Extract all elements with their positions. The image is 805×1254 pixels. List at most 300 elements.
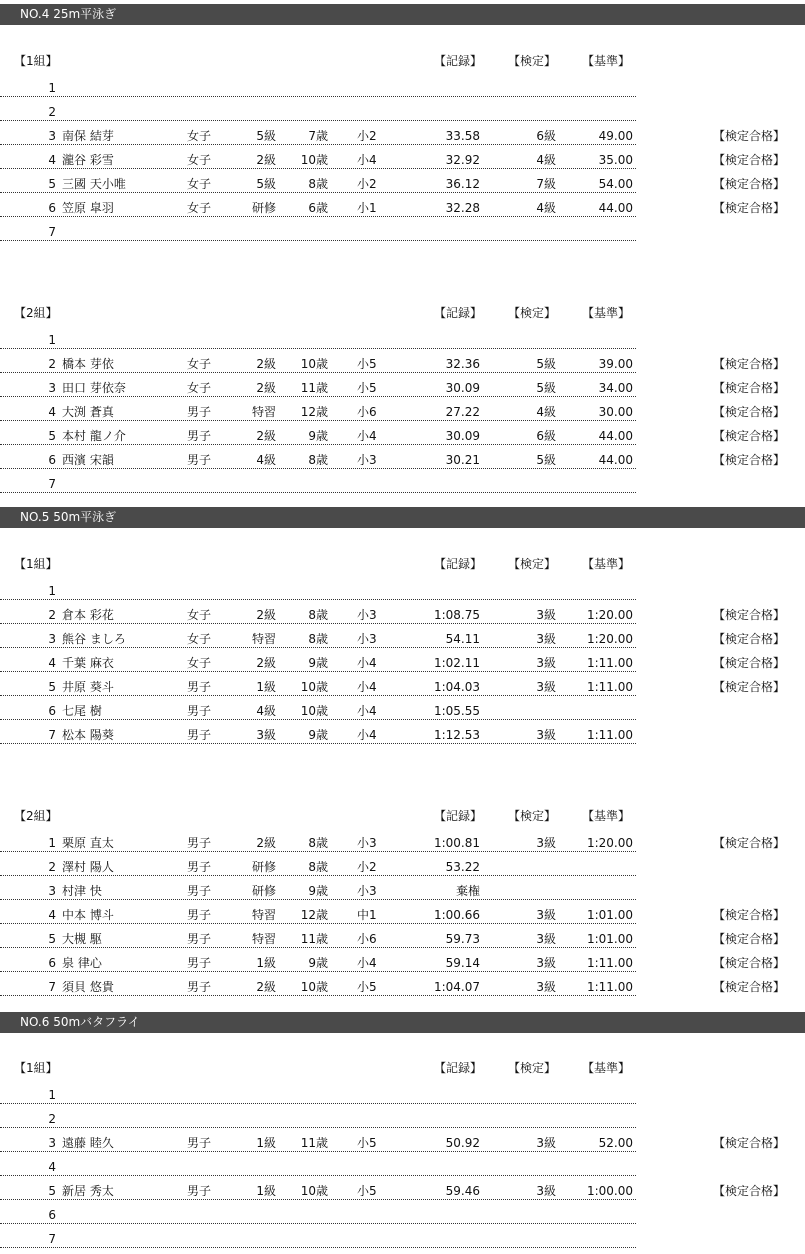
record-header: 【記録】 bbox=[434, 809, 483, 823]
lane-number: 7 bbox=[48, 980, 56, 994]
table-row bbox=[0, 1176, 636, 1200]
kentei-level: 4級 bbox=[536, 405, 556, 419]
event-title: NO.5 50m平泳ぎ bbox=[20, 510, 117, 524]
kentei-level: 3級 bbox=[536, 1136, 556, 1150]
kentei-level bbox=[496, 1080, 556, 1103]
age bbox=[280, 576, 328, 599]
record-time bbox=[392, 1104, 480, 1127]
table-row bbox=[0, 648, 636, 672]
swimmer-name: 西濱 宋韻 bbox=[62, 453, 114, 467]
swimmer-name: 松本 陽葵 bbox=[62, 728, 114, 742]
gender: 男子 bbox=[187, 704, 212, 718]
swimmer-name: 瀧谷 彩雪 bbox=[62, 153, 114, 167]
kijun-time: 1:11.00 bbox=[586, 656, 633, 670]
lane-number: 2 bbox=[48, 860, 56, 874]
school-grade: 小4 bbox=[357, 429, 377, 443]
school-grade: 小4 bbox=[357, 704, 377, 718]
lane-number: 2 bbox=[48, 105, 56, 119]
kentei-level: 4級 bbox=[536, 201, 556, 215]
table-row bbox=[0, 121, 636, 145]
swimmer-name: 澤村 陽人 bbox=[62, 860, 114, 874]
school-grade: 小5 bbox=[357, 381, 377, 395]
table-row bbox=[0, 445, 636, 469]
gender: 男子 bbox=[187, 956, 212, 970]
lane-number: 5 bbox=[48, 680, 56, 694]
record-time: 30.09 bbox=[445, 381, 480, 395]
swimmer-name: 大渕 蒼真 bbox=[62, 405, 114, 419]
gender: 男子 bbox=[187, 728, 212, 742]
kijun-time: 44.00 bbox=[598, 429, 633, 443]
rank bbox=[226, 73, 276, 96]
table-row bbox=[0, 720, 636, 744]
kentei-level: 3級 bbox=[536, 656, 556, 670]
kijun-time: 1:20.00 bbox=[586, 836, 633, 850]
rank: 2級 bbox=[256, 429, 276, 443]
table-row bbox=[0, 349, 636, 373]
kijun-time bbox=[560, 576, 633, 599]
rank: 1級 bbox=[256, 956, 276, 970]
lane-number: 4 bbox=[48, 1160, 56, 1174]
record-time bbox=[392, 1200, 480, 1223]
table-row bbox=[0, 325, 636, 349]
pass-badge: 【検定合格】 bbox=[713, 453, 786, 467]
age: 12歳 bbox=[300, 405, 328, 419]
age bbox=[280, 325, 328, 348]
record-time bbox=[392, 217, 480, 240]
heat-title: 【2組】 bbox=[14, 306, 58, 320]
kentei-level bbox=[496, 852, 556, 875]
lane-number: 6 bbox=[48, 201, 56, 215]
kijun-time: 1:11.00 bbox=[586, 980, 633, 994]
swimmer-name: 中本 博斗 bbox=[62, 908, 114, 922]
gender: 女子 bbox=[187, 656, 212, 670]
age bbox=[280, 217, 328, 240]
lane-number: 6 bbox=[48, 956, 56, 970]
heat-title: 【1組】 bbox=[14, 54, 58, 68]
kijun-time bbox=[560, 1152, 633, 1175]
rank: 2級 bbox=[256, 608, 276, 622]
gender: 男子 bbox=[187, 405, 212, 419]
pass-badge: 【検定合格】 bbox=[713, 608, 786, 622]
table-row bbox=[0, 828, 636, 852]
record-time: 1:00.81 bbox=[433, 836, 480, 850]
table-row bbox=[0, 97, 636, 121]
gender: 女子 bbox=[187, 201, 212, 215]
swimmer-name: 熊谷 ましろ bbox=[62, 632, 126, 646]
lane-number: 3 bbox=[48, 632, 56, 646]
record-header: 【記録】 bbox=[434, 54, 483, 68]
age: 10歳 bbox=[300, 357, 328, 371]
table-row bbox=[0, 73, 636, 97]
record-time: 1:04.07 bbox=[433, 980, 480, 994]
table-row bbox=[0, 876, 636, 900]
rank: 4級 bbox=[256, 453, 276, 467]
lane-number: 3 bbox=[48, 884, 56, 898]
age: 9歳 bbox=[308, 884, 328, 898]
kentei-level: 3級 bbox=[536, 632, 556, 646]
lane-number: 2 bbox=[48, 1112, 56, 1126]
gender: 女子 bbox=[187, 177, 212, 191]
rank bbox=[226, 1200, 276, 1223]
rank bbox=[226, 1104, 276, 1127]
record-time: 53.22 bbox=[445, 860, 480, 874]
table-row bbox=[0, 169, 636, 193]
table-row bbox=[0, 1104, 636, 1128]
age: 10歳 bbox=[300, 153, 328, 167]
kijun-time bbox=[560, 876, 633, 899]
age: 10歳 bbox=[300, 1184, 328, 1198]
school-grade: 小6 bbox=[357, 932, 377, 946]
record-time: 36.12 bbox=[445, 177, 480, 191]
age: 11歳 bbox=[300, 1136, 328, 1150]
lane-number: 2 bbox=[48, 357, 56, 371]
record-time: 32.92 bbox=[445, 153, 480, 167]
gender: 男子 bbox=[187, 860, 212, 874]
kentei-level: 3級 bbox=[536, 980, 556, 994]
kentei-level bbox=[496, 73, 556, 96]
kentei-level bbox=[496, 469, 556, 492]
record-time: 30.09 bbox=[445, 429, 480, 443]
school-grade: 小6 bbox=[357, 405, 377, 419]
lane-number: 7 bbox=[48, 225, 56, 239]
school-grade: 小5 bbox=[357, 1184, 377, 1198]
kijun-time: 1:00.00 bbox=[586, 1184, 633, 1198]
age bbox=[280, 97, 328, 120]
kentei-level: 5級 bbox=[536, 381, 556, 395]
rank bbox=[226, 469, 276, 492]
age: 11歳 bbox=[300, 381, 328, 395]
heat-title: 【1組】 bbox=[14, 557, 58, 571]
kijun-time: 54.00 bbox=[598, 177, 633, 191]
table-row bbox=[0, 145, 636, 169]
age bbox=[280, 73, 328, 96]
record-time bbox=[392, 97, 480, 120]
pass-badge: 【検定合格】 bbox=[713, 357, 786, 371]
event-title: NO.4 25m平泳ぎ bbox=[20, 7, 117, 21]
kijun-time bbox=[560, 469, 633, 492]
kijun-time: 1:01.00 bbox=[586, 908, 633, 922]
table-row bbox=[0, 624, 636, 648]
rank: 2級 bbox=[256, 357, 276, 371]
event-header bbox=[0, 507, 805, 528]
kijun-time: 1:20.00 bbox=[586, 632, 633, 646]
kentei-level bbox=[496, 696, 556, 719]
table-row bbox=[0, 1128, 636, 1152]
age: 12歳 bbox=[300, 908, 328, 922]
age bbox=[280, 1080, 328, 1103]
kentei-level: 3級 bbox=[536, 932, 556, 946]
lane-number: 7 bbox=[48, 477, 56, 491]
age: 6歳 bbox=[308, 201, 328, 215]
swimmer-name: 笠原 皐羽 bbox=[62, 201, 114, 215]
record-time: 59.14 bbox=[445, 956, 480, 970]
kentei-level bbox=[496, 1224, 556, 1247]
rank: 1級 bbox=[256, 1136, 276, 1150]
age: 8歳 bbox=[308, 836, 328, 850]
kijun-time bbox=[560, 852, 633, 875]
table-row bbox=[0, 972, 636, 996]
kentei-level: 3級 bbox=[536, 1184, 556, 1198]
rank bbox=[226, 325, 276, 348]
lane-number: 5 bbox=[48, 177, 56, 191]
record-header: 【記録】 bbox=[434, 557, 483, 571]
school-grade: 小1 bbox=[357, 201, 377, 215]
age: 11歳 bbox=[300, 932, 328, 946]
rank: 5級 bbox=[256, 129, 276, 143]
pass-badge: 【検定合格】 bbox=[713, 381, 786, 395]
rank bbox=[226, 1224, 276, 1247]
gender: 男子 bbox=[187, 453, 212, 467]
kijun-time bbox=[560, 97, 633, 120]
kijun-header: 【基準】 bbox=[582, 1061, 631, 1075]
record-header: 【記録】 bbox=[434, 1061, 483, 1075]
kijun-header: 【基準】 bbox=[582, 306, 631, 320]
record-time bbox=[392, 469, 480, 492]
school-grade: 小3 bbox=[357, 884, 377, 898]
kijun-time bbox=[560, 1080, 633, 1103]
heat-title: 【2組】 bbox=[14, 809, 58, 823]
swimmer-name: 橋本 芽依 bbox=[62, 357, 114, 371]
school-grade: 小4 bbox=[357, 153, 377, 167]
age: 10歳 bbox=[300, 680, 328, 694]
pass-badge: 【検定合格】 bbox=[713, 405, 786, 419]
heat-title: 【1組】 bbox=[14, 1061, 58, 1075]
kentei-level bbox=[496, 325, 556, 348]
record-time bbox=[392, 576, 480, 599]
rank: 5級 bbox=[256, 177, 276, 191]
age: 8歳 bbox=[308, 608, 328, 622]
swimmer-name: 大槻 駆 bbox=[62, 932, 102, 946]
pass-badge: 【検定合格】 bbox=[713, 836, 786, 850]
event-header bbox=[0, 4, 805, 25]
age: 8歳 bbox=[308, 860, 328, 874]
kijun-time: 44.00 bbox=[598, 201, 633, 215]
gender: 女子 bbox=[187, 357, 212, 371]
swimmer-name: 七尾 樹 bbox=[62, 704, 102, 718]
lane-number: 1 bbox=[48, 836, 56, 850]
record-time: 1:02.11 bbox=[433, 656, 480, 670]
record-time bbox=[392, 1080, 480, 1103]
pass-badge: 【検定合格】 bbox=[713, 680, 786, 694]
age bbox=[280, 1200, 328, 1223]
kentei-level: 4級 bbox=[536, 153, 556, 167]
lane-number: 4 bbox=[48, 908, 56, 922]
table-row bbox=[0, 1080, 636, 1104]
record-time: 32.36 bbox=[445, 357, 480, 371]
pass-badge: 【検定合格】 bbox=[713, 177, 786, 191]
pass-badge: 【検定合格】 bbox=[713, 129, 786, 143]
kentei-header: 【検定】 bbox=[508, 1061, 557, 1075]
record-time bbox=[392, 1152, 480, 1175]
kijun-time bbox=[560, 325, 633, 348]
school-grade: 小2 bbox=[357, 177, 377, 191]
rank: 特習 bbox=[251, 405, 276, 419]
kijun-time: 1:20.00 bbox=[586, 608, 633, 622]
gender: 男子 bbox=[187, 1136, 212, 1150]
gender: 女子 bbox=[187, 608, 212, 622]
kentei-level bbox=[496, 97, 556, 120]
kijun-time bbox=[560, 73, 633, 96]
kijun-time: 52.00 bbox=[598, 1136, 633, 1150]
event-header bbox=[0, 1012, 805, 1033]
record-time: 54.11 bbox=[445, 632, 480, 646]
pass-badge: 【検定合格】 bbox=[713, 932, 786, 946]
table-row bbox=[0, 397, 636, 421]
rank: 1級 bbox=[256, 680, 276, 694]
school-grade: 小4 bbox=[357, 656, 377, 670]
swimmer-name: 南保 結芽 bbox=[62, 129, 114, 143]
table-row bbox=[0, 193, 636, 217]
lane-number: 2 bbox=[48, 608, 56, 622]
kijun-time: 1:11.00 bbox=[586, 728, 633, 742]
age: 10歳 bbox=[300, 704, 328, 718]
record-time: 59.46 bbox=[445, 1184, 480, 1198]
age: 8歳 bbox=[308, 453, 328, 467]
lane-number: 5 bbox=[48, 429, 56, 443]
lane-number: 4 bbox=[48, 405, 56, 419]
table-row bbox=[0, 469, 636, 493]
pass-badge: 【検定合格】 bbox=[713, 908, 786, 922]
table-row bbox=[0, 948, 636, 972]
age bbox=[280, 469, 328, 492]
lane-number: 6 bbox=[48, 453, 56, 467]
rank: 特習 bbox=[251, 908, 276, 922]
lane-number: 7 bbox=[48, 728, 56, 742]
pass-badge: 【検定合格】 bbox=[713, 201, 786, 215]
rank bbox=[226, 1152, 276, 1175]
record-time: 1:00.66 bbox=[433, 908, 480, 922]
lane-number: 1 bbox=[48, 333, 56, 347]
rank bbox=[226, 97, 276, 120]
gender: 男子 bbox=[187, 884, 212, 898]
kentei-header: 【検定】 bbox=[508, 306, 557, 320]
kijun-time: 30.00 bbox=[598, 405, 633, 419]
school-grade: 小4 bbox=[357, 680, 377, 694]
record-time: 棄権 bbox=[455, 884, 480, 898]
swimmer-name: 村津 快 bbox=[62, 884, 102, 898]
kentei-level bbox=[496, 576, 556, 599]
kijun-header: 【基準】 bbox=[582, 809, 631, 823]
gender: 男子 bbox=[187, 680, 212, 694]
age: 9歳 bbox=[308, 728, 328, 742]
kijun-time: 49.00 bbox=[598, 129, 633, 143]
age: 8歳 bbox=[308, 177, 328, 191]
school-grade: 小2 bbox=[357, 860, 377, 874]
kentei-level: 3級 bbox=[536, 608, 556, 622]
table-row bbox=[0, 217, 636, 241]
table-row bbox=[0, 600, 636, 624]
pass-badge: 【検定合格】 bbox=[713, 429, 786, 443]
rank bbox=[226, 217, 276, 240]
rank bbox=[226, 1080, 276, 1103]
rank: 3級 bbox=[256, 728, 276, 742]
table-row bbox=[0, 696, 636, 720]
lane-number: 3 bbox=[48, 381, 56, 395]
record-time: 30.21 bbox=[445, 453, 480, 467]
kentei-level: 7級 bbox=[536, 177, 556, 191]
kentei-level: 6級 bbox=[536, 429, 556, 443]
school-grade: 小3 bbox=[357, 632, 377, 646]
gender: 男子 bbox=[187, 932, 212, 946]
kijun-time bbox=[560, 1224, 633, 1247]
rank: 4級 bbox=[256, 704, 276, 718]
kijun-time: 44.00 bbox=[598, 453, 633, 467]
gender: 男子 bbox=[187, 429, 212, 443]
lane-number: 3 bbox=[48, 129, 56, 143]
swimmer-name: 新居 秀太 bbox=[62, 1184, 114, 1198]
record-time bbox=[392, 1224, 480, 1247]
kentei-level: 5級 bbox=[536, 453, 556, 467]
table-row bbox=[0, 1200, 636, 1224]
swimmer-name: 倉本 彩花 bbox=[62, 608, 114, 622]
kijun-time: 1:11.00 bbox=[586, 680, 633, 694]
kentei-level bbox=[496, 876, 556, 899]
rank: 2級 bbox=[256, 153, 276, 167]
kentei-level: 3級 bbox=[536, 956, 556, 970]
gender: 男子 bbox=[187, 836, 212, 850]
record-time: 1:04.03 bbox=[433, 680, 480, 694]
gender: 女子 bbox=[187, 129, 212, 143]
pass-badge: 【検定合格】 bbox=[713, 1184, 786, 1198]
swimmer-name: 千葉 麻衣 bbox=[62, 656, 114, 670]
kentei-level bbox=[496, 217, 556, 240]
table-row bbox=[0, 373, 636, 397]
kentei-level: 5級 bbox=[536, 357, 556, 371]
table-row bbox=[0, 924, 636, 948]
table-row bbox=[0, 1224, 636, 1248]
lane-number: 6 bbox=[48, 1208, 56, 1222]
table-row bbox=[0, 900, 636, 924]
record-time: 27.22 bbox=[445, 405, 480, 419]
table-row bbox=[0, 1152, 636, 1176]
kijun-time: 1:01.00 bbox=[586, 932, 633, 946]
kentei-level: 3級 bbox=[536, 908, 556, 922]
rank: 2級 bbox=[256, 836, 276, 850]
lane-number: 5 bbox=[48, 1184, 56, 1198]
school-grade: 小4 bbox=[357, 728, 377, 742]
age: 10歳 bbox=[300, 980, 328, 994]
record-time bbox=[392, 325, 480, 348]
pass-badge: 【検定合格】 bbox=[713, 1136, 786, 1150]
record-time: 32.28 bbox=[445, 201, 480, 215]
pass-badge: 【検定合格】 bbox=[713, 980, 786, 994]
lane-number: 7 bbox=[48, 1232, 56, 1246]
rank: 研修 bbox=[251, 201, 276, 215]
table-row bbox=[0, 421, 636, 445]
rank: 特習 bbox=[251, 932, 276, 946]
kentei-level bbox=[496, 1152, 556, 1175]
swimmer-name: 本村 龍ノ介 bbox=[62, 429, 126, 443]
school-grade: 小3 bbox=[357, 453, 377, 467]
kijun-header: 【基準】 bbox=[582, 557, 631, 571]
lane-number: 1 bbox=[48, 81, 56, 95]
record-time: 33.58 bbox=[445, 129, 480, 143]
record-time: 50.92 bbox=[445, 1136, 480, 1150]
kijun-time: 39.00 bbox=[598, 357, 633, 371]
kentei-level: 6級 bbox=[536, 129, 556, 143]
gender: 女子 bbox=[187, 632, 212, 646]
kijun-time bbox=[560, 696, 633, 719]
event-title: NO.6 50mバタフライ bbox=[20, 1015, 140, 1029]
school-grade: 小4 bbox=[357, 956, 377, 970]
swimmer-name: 田口 芽依奈 bbox=[62, 381, 126, 395]
swimmer-name: 須貝 悠貴 bbox=[62, 980, 114, 994]
gender: 女子 bbox=[187, 381, 212, 395]
lane-number: 1 bbox=[48, 584, 56, 598]
age: 9歳 bbox=[308, 429, 328, 443]
kentei-level bbox=[496, 1104, 556, 1127]
kentei-level: 3級 bbox=[536, 680, 556, 694]
